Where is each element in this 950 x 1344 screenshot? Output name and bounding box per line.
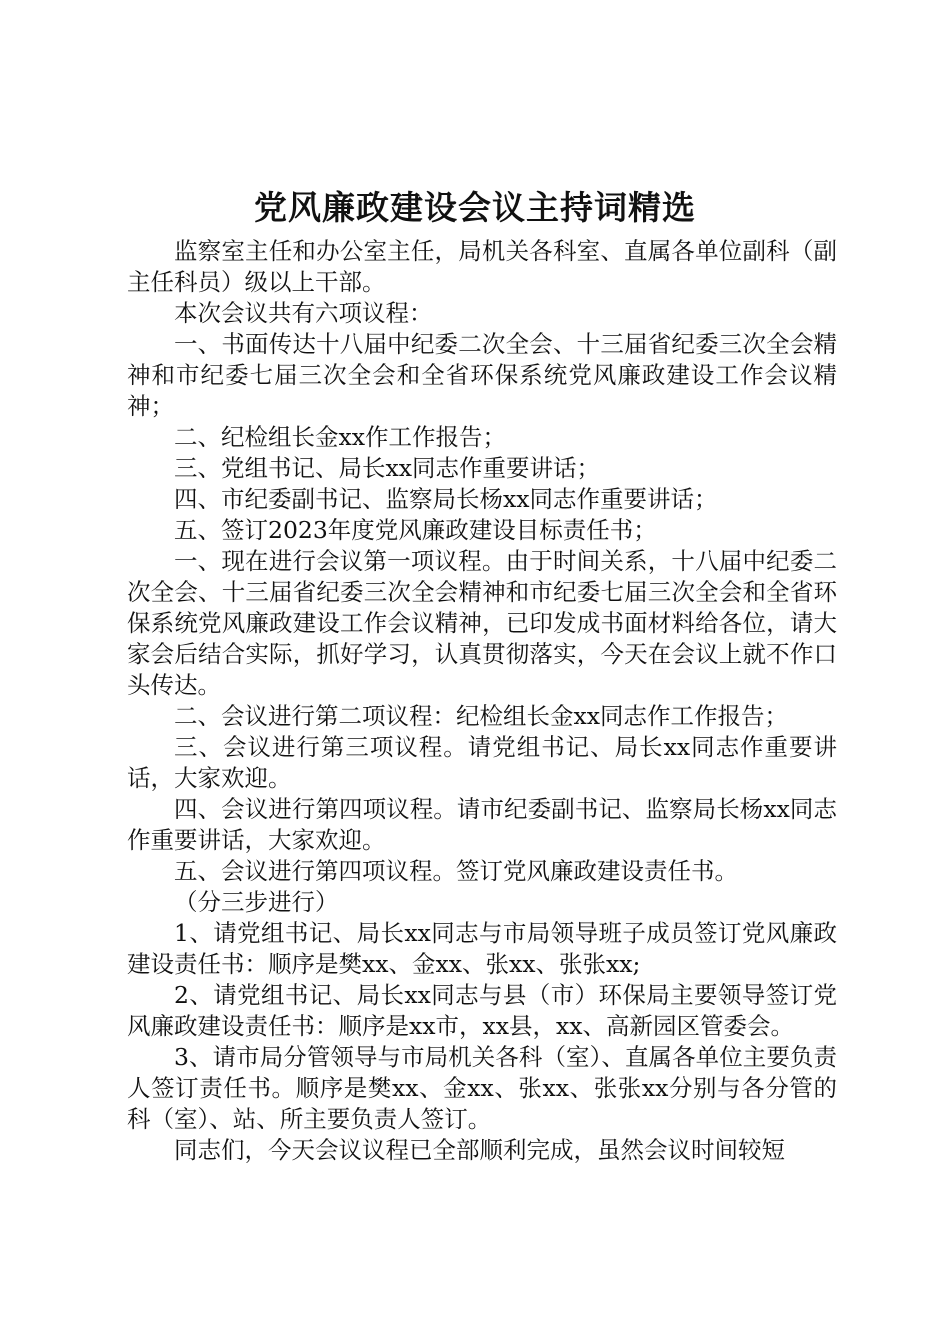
paragraph-agenda-item-4: 四、市纪委副书记、监察局长杨xx同志作重要讲话； <box>174 485 718 513</box>
paragraph-step-2: 二、会议进行第二项议程：纪检组长金xx同志作工作报告； <box>174 702 789 730</box>
paragraph-sign-2: 2、请党组书记、局长xx同志与县（市）环保局主要领导签订党风廉政建设责任书：顺序是xx市，xx县，xx、高新园区管委会。 <box>127 981 837 1040</box>
paragraph-sign-1: 1、请党组书记、局长xx同志与市局领导班子成员签订党风廉政建设责任书：顺序是樊xx、金xx、张xx、张张xx; <box>127 919 837 978</box>
paragraph-agenda-item-5: 五、签订2023年度党风廉政建设目标责任书； <box>174 516 657 544</box>
document-title: 党风廉政建设会议主持词精选 <box>254 188 696 227</box>
document-body <box>127 236 837 1166</box>
paragraph-agenda-intro: 本次会议共有六项议程： <box>174 299 433 327</box>
paragraph-attendees: 监察室主任和办公室主任，局机关各科室、直属各单位副科（副主任科员）级以上干部。 <box>127 237 837 296</box>
paragraph-step-3: 三、会议进行第三项议程。请党组书记、局长xx同志作重要讲话，大家欢迎。 <box>127 733 837 792</box>
paragraph-closing: 同志们，今天会议议程已全部顺利完成，虽然会议时间较短 <box>174 1136 785 1164</box>
paragraph-step-5: 五、会议进行第四项议程。签订党风廉政建设责任书。 <box>174 857 738 885</box>
paragraph-agenda-item-2: 二、纪检组长金xx作工作报告； <box>174 423 507 451</box>
paragraph-step-4: 四、会议进行第四项议程。请市纪委副书记、监察局长杨xx同志作重要讲话，大家欢迎。 <box>127 795 837 854</box>
paragraph-agenda-item-3: 三、党组书记、局长xx同志作重要讲话； <box>174 454 601 482</box>
paragraph-agenda-item-1: 一、书面传达十八届中纪委二次全会、十三届省纪委三次全会精神和市纪委七届三次全会和全省环保系统党风廉政建设工作会议精神； <box>127 330 837 420</box>
paragraph-step-1: 一、现在进行会议第一项议程。由于时间关系，十八届中纪委二次全会、十三届省纪委三次全会精神和市纪委七届三次全会和全省环保系统党风廉政建设工作会议精神，已印发成书面材料给各位，请大家会后结合实际，抓好学习，认真贯彻落实，今天在会议上就不作口头传达。 <box>127 547 837 699</box>
paragraph-sign-3: 3、请市局分管领导与市局机关各科（室）、直属各单位主要负责人签订责任书。顺序是樊xx、金xx、张xx、张张xx分别与各分管的科（室）、站、所主要负责人签订。 <box>127 1043 837 1133</box>
paragraph-three-steps: （分三步进行） <box>174 888 339 916</box>
